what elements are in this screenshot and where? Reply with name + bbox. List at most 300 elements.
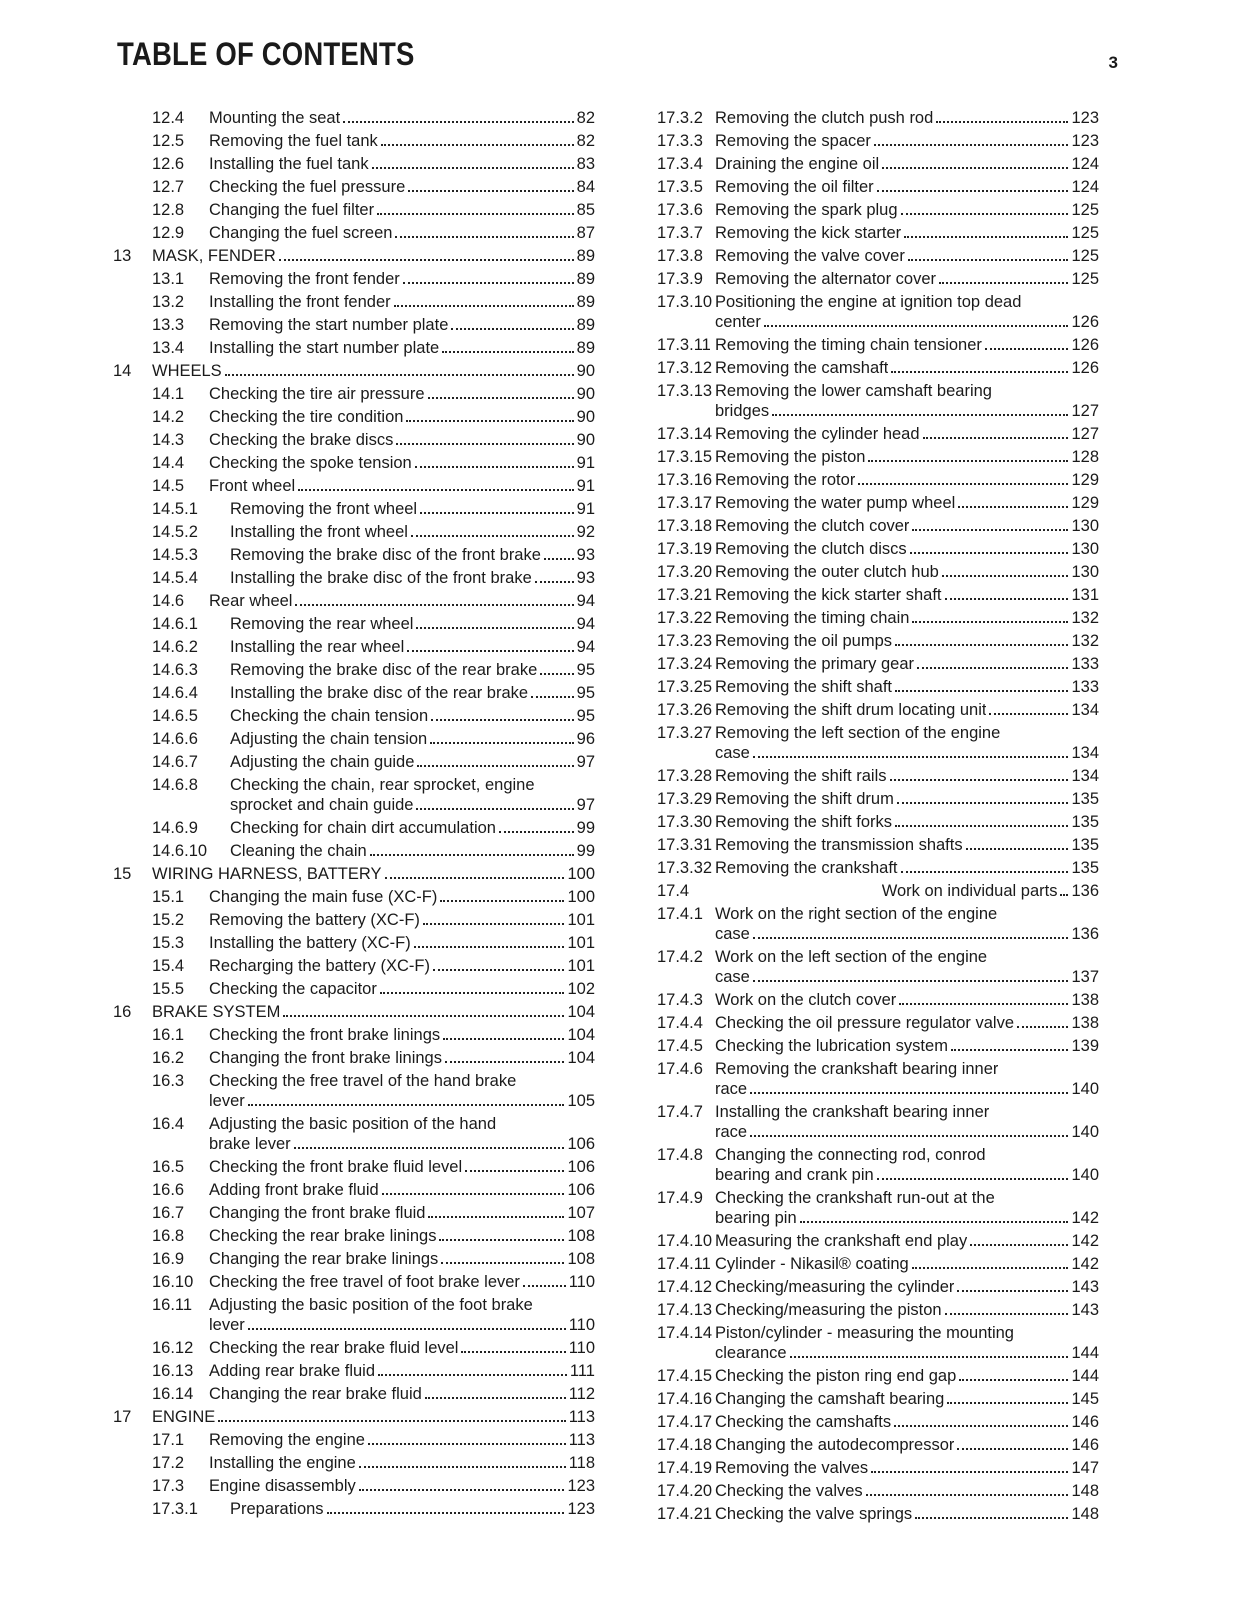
- page-ref: 95: [576, 661, 595, 679]
- toc-entry[interactable]: [113, 361, 595, 384]
- toc-entry[interactable]: [113, 683, 595, 706]
- dot-leader: [465, 1170, 564, 1172]
- toc-entry[interactable]: [657, 1102, 1099, 1145]
- toc-entry[interactable]: [657, 608, 1099, 631]
- dot-leader: [989, 713, 1068, 715]
- entry-title: Removing the kick starter: [715, 224, 902, 242]
- entry-text-block: [715, 493, 1099, 513]
- entry-title: Checking the lubrication system: [715, 1037, 948, 1055]
- toc-entry[interactable]: [113, 1071, 595, 1114]
- page-ref: 106: [567, 1135, 595, 1153]
- entry-text-block: [715, 812, 1099, 832]
- toc-entry[interactable]: [113, 522, 595, 545]
- dot-leader: [415, 466, 574, 468]
- page-ref: 142: [1071, 1209, 1099, 1227]
- toc-entry[interactable]: [113, 706, 595, 729]
- toc-entry[interactable]: [113, 1295, 595, 1338]
- page-ref: 112: [568, 1385, 595, 1403]
- toc-entry[interactable]: [657, 812, 1099, 835]
- toc-entry[interactable]: [113, 1203, 595, 1226]
- section-number: 17.4.6: [657, 1060, 703, 1078]
- entry-title-line: [715, 904, 1099, 924]
- toc-entry[interactable]: [113, 1272, 595, 1295]
- section-number: 16.13: [152, 1362, 194, 1380]
- toc-entry[interactable]: [113, 338, 595, 361]
- page-ref: 130: [1071, 563, 1099, 581]
- toc-entry[interactable]: [657, 585, 1099, 608]
- toc-entry[interactable]: [113, 591, 595, 614]
- dot-leader: [425, 1397, 566, 1399]
- toc-entry[interactable]: [113, 887, 595, 910]
- entry-title: Installing the front wheel: [230, 523, 408, 541]
- dot-leader: [750, 1135, 1068, 1137]
- toc-entry[interactable]: [113, 453, 595, 476]
- toc-entry[interactable]: [113, 637, 595, 660]
- toc-entry[interactable]: [113, 1499, 595, 1522]
- toc-entry[interactable]: [113, 177, 595, 200]
- toc-entry[interactable]: [113, 864, 595, 887]
- page-ref: 102: [567, 980, 595, 998]
- toc-entry[interactable]: [657, 562, 1099, 585]
- entry-title: Changing the rear brake fluid: [209, 1385, 422, 1403]
- toc-entry[interactable]: [113, 292, 595, 315]
- entry-text-block: [152, 864, 595, 884]
- page-ref: 126: [1071, 336, 1099, 354]
- toc-entry[interactable]: [657, 447, 1099, 470]
- dot-leader: [439, 1239, 564, 1241]
- section-number: 12.6: [152, 155, 185, 173]
- page-ref: 104: [567, 1003, 595, 1021]
- toc-entry[interactable]: [657, 1277, 1099, 1300]
- entry-title-line: [715, 1300, 1099, 1320]
- toc-entry[interactable]: [657, 1389, 1099, 1412]
- dot-leader: [871, 1471, 1068, 1473]
- toc-entry[interactable]: [113, 568, 595, 591]
- toc-entry[interactable]: [113, 246, 595, 269]
- toc-entry[interactable]: [113, 499, 595, 522]
- entry-text-block: [715, 1013, 1099, 1033]
- section-number: 16.9: [152, 1250, 185, 1268]
- toc-entry[interactable]: [113, 1430, 595, 1453]
- toc-left-column: [113, 108, 595, 1522]
- toc-entry[interactable]: [657, 789, 1099, 812]
- toc-entry[interactable]: [657, 539, 1099, 562]
- toc-entry[interactable]: [113, 1114, 595, 1157]
- entry-title-line: [715, 723, 1099, 743]
- entry-title-line: [715, 424, 1099, 444]
- section-number: 17.3.15: [657, 448, 713, 466]
- entry-text-block: [209, 979, 595, 999]
- section-number: 17.3.23: [657, 632, 713, 650]
- entry-title-line: [230, 614, 595, 634]
- section-number: 16.10: [152, 1273, 194, 1291]
- entry-title-line: [230, 729, 595, 749]
- entry-title-line: [209, 1180, 595, 1200]
- entry-title-line: [209, 1114, 595, 1134]
- toc-entry[interactable]: [657, 835, 1099, 858]
- toc-entry[interactable]: [113, 269, 595, 292]
- section-number: 16.11: [152, 1296, 193, 1314]
- entry-text-block: [209, 933, 595, 953]
- section-number: 14.5.1: [152, 500, 198, 518]
- toc-entry[interactable]: [113, 200, 595, 223]
- entry-text-block: [209, 1114, 595, 1154]
- entry-text-block: [152, 246, 595, 266]
- entry-title: Removing the shift shaft: [715, 678, 893, 696]
- toc-entry[interactable]: [113, 108, 595, 131]
- entry-title: Checking the free travel of foot brake lever: [209, 1273, 520, 1291]
- toc-entry[interactable]: [113, 154, 595, 177]
- page-ref: 95: [576, 707, 595, 725]
- toc-entry[interactable]: [657, 246, 1099, 269]
- entry-title-line: [209, 1476, 595, 1496]
- toc-entry[interactable]: [657, 1231, 1099, 1254]
- toc-entry[interactable]: [657, 858, 1099, 881]
- entry-title-line: [715, 1188, 1099, 1208]
- entry-title-line: [209, 956, 595, 976]
- toc-entry[interactable]: [657, 424, 1099, 447]
- entry-title-line: [715, 358, 1099, 378]
- toc-entry[interactable]: [657, 470, 1099, 493]
- toc-entry[interactable]: [113, 933, 595, 956]
- toc-entry[interactable]: [657, 335, 1099, 358]
- entry-title: Work on the clutch cover: [715, 991, 897, 1009]
- entry-title: Front wheel: [209, 477, 296, 495]
- entry-title: WIRING HARNESS, BATTERY: [152, 865, 382, 883]
- entry-text-block: [230, 545, 595, 565]
- page-ref: 90: [576, 385, 595, 403]
- entry-title-line: [209, 979, 595, 999]
- toc-entry[interactable]: [113, 729, 595, 752]
- toc-entry[interactable]: [657, 200, 1099, 223]
- toc-entry[interactable]: [657, 177, 1099, 200]
- toc-entry[interactable]: [657, 631, 1099, 654]
- page-ref: 137: [1071, 968, 1099, 986]
- dot-leader: [420, 512, 574, 514]
- toc-entry[interactable]: [113, 1384, 595, 1407]
- toc-entry[interactable]: [657, 947, 1099, 990]
- page-ref: 140: [1071, 1166, 1099, 1184]
- dot-leader: [945, 1313, 1069, 1315]
- page-ref: 82: [576, 132, 595, 150]
- page-ref: 136: [1071, 925, 1099, 943]
- entry-text-block: [209, 1295, 595, 1335]
- toc-entry[interactable]: [657, 1481, 1099, 1504]
- dot-leader: [461, 1351, 565, 1353]
- page-ref: 134: [1071, 767, 1099, 785]
- toc-entry[interactable]: [657, 700, 1099, 723]
- toc-entry[interactable]: [113, 956, 595, 979]
- page-ref: 135: [1071, 859, 1099, 877]
- toc-entry[interactable]: [657, 723, 1099, 766]
- page-ref: 124: [1071, 155, 1099, 173]
- entry-title-line: [209, 1249, 595, 1269]
- toc-entry[interactable]: [657, 1412, 1099, 1435]
- toc-entry[interactable]: [657, 108, 1099, 131]
- page-ref: 94: [576, 592, 595, 610]
- section-number: 17.4.21: [657, 1505, 713, 1523]
- dot-leader: [343, 121, 573, 123]
- toc-entry[interactable]: [113, 841, 595, 864]
- dot-leader: [294, 1147, 565, 1149]
- page-ref: 90: [576, 362, 595, 380]
- entry-title-line: [715, 812, 1099, 832]
- entry-title-continued: race: [715, 1123, 748, 1141]
- entry-title-line: [230, 752, 595, 772]
- entry-title: Changing the rear brake linings: [209, 1250, 439, 1268]
- section-number: 17.3.12: [657, 359, 713, 377]
- entry-title: Removing the kick starter shaft: [715, 586, 942, 604]
- entry-title-line: [715, 1079, 1099, 1099]
- toc-entry[interactable]: [113, 223, 595, 246]
- entry-text-block: [715, 246, 1099, 266]
- toc-entry[interactable]: [113, 315, 595, 338]
- toc-entry[interactable]: [657, 381, 1099, 424]
- toc-entry[interactable]: [657, 1188, 1099, 1231]
- entry-text-block: [715, 990, 1099, 1010]
- dot-leader: [443, 1038, 564, 1040]
- section-number: 17.3.19: [657, 540, 713, 558]
- toc-entry[interactable]: [113, 818, 595, 841]
- entry-title-line: [152, 1407, 595, 1427]
- dot-leader: [441, 1262, 564, 1264]
- toc-entry[interactable]: [113, 545, 595, 568]
- entry-text-block: [209, 223, 595, 243]
- entry-title: Checking the spoke tension: [209, 454, 412, 472]
- section-number: 17.3.8: [657, 247, 703, 265]
- toc-entry[interactable]: [657, 516, 1099, 539]
- entry-title: Adding front brake fluid: [209, 1181, 379, 1199]
- section-number: 17.3.22: [657, 609, 713, 627]
- entry-text-block: [715, 223, 1099, 243]
- section-number: 16.14: [152, 1385, 194, 1403]
- entry-text-block: [715, 131, 1099, 151]
- page-ref: 135: [1071, 813, 1099, 831]
- entry-text-block: [209, 1071, 595, 1111]
- entry-title: Draining the engine oil: [715, 155, 880, 173]
- entry-title-line: [715, 1323, 1099, 1343]
- toc-entry[interactable]: [113, 430, 595, 453]
- section-number: 17.4.17: [657, 1413, 713, 1431]
- toc-entry[interactable]: [113, 1453, 595, 1476]
- page-ref: 123: [1071, 109, 1099, 127]
- entry-text-block: [209, 1226, 595, 1246]
- entry-title: Installing the brake disc of the rear brake: [230, 684, 529, 702]
- entry-title: Changing the front brake fluid: [209, 1204, 426, 1222]
- section-number: 17.4.11: [657, 1255, 711, 1273]
- entry-title: Checking/measuring the piston: [715, 1301, 942, 1319]
- entry-title-line: [209, 1134, 595, 1154]
- section-number: 17.4.16: [657, 1390, 713, 1408]
- toc-entry[interactable]: [113, 614, 595, 637]
- toc-entry[interactable]: [657, 677, 1099, 700]
- toc-entry[interactable]: [113, 752, 595, 775]
- toc-entry[interactable]: [113, 1025, 595, 1048]
- page-ref: 110: [568, 1273, 595, 1291]
- entry-text-block: [715, 292, 1099, 332]
- dot-leader: [970, 1244, 1068, 1246]
- section-number: 17.3.14: [657, 425, 713, 443]
- entry-title: Removing the water pump wheel: [715, 494, 956, 512]
- section-number: 17.4.19: [657, 1459, 713, 1477]
- toc-entry[interactable]: [113, 1407, 595, 1430]
- page-ref: 132: [1071, 632, 1099, 650]
- dot-leader: [901, 213, 1069, 215]
- toc-entry[interactable]: [657, 1013, 1099, 1036]
- entry-title-line: [152, 246, 595, 266]
- section-number: 17.3: [152, 1477, 185, 1495]
- entry-text-block: [209, 1048, 595, 1068]
- toc-entry[interactable]: [657, 292, 1099, 335]
- entry-title-line: [715, 1145, 1099, 1165]
- toc-entry[interactable]: [657, 154, 1099, 177]
- toc-entry[interactable]: [657, 1059, 1099, 1102]
- entry-title-line: [715, 585, 1099, 605]
- entry-text-block: [715, 1389, 1099, 1409]
- entry-title: Removing the valve cover: [715, 247, 905, 265]
- page-ref: 85: [576, 201, 595, 219]
- page-ref: 148: [1071, 1505, 1099, 1523]
- entry-title-line: [209, 1315, 595, 1335]
- entry-title: Checking the tire air pressure: [209, 385, 425, 403]
- toc-entry[interactable]: [113, 1338, 595, 1361]
- dot-leader: [936, 121, 1068, 123]
- dot-leader: [298, 489, 573, 491]
- toc-entry[interactable]: [113, 1361, 595, 1384]
- toc-entry[interactable]: [657, 1145, 1099, 1188]
- page-ref: 143: [1071, 1301, 1099, 1319]
- dot-leader: [408, 190, 573, 192]
- toc-entry[interactable]: [657, 654, 1099, 677]
- page-ref: 138: [1071, 1014, 1099, 1032]
- toc-entry[interactable]: [657, 904, 1099, 947]
- toc-entry[interactable]: [113, 1048, 595, 1071]
- toc-entry[interactable]: [657, 1458, 1099, 1481]
- entry-title: Installing the battery (XC-F): [209, 934, 411, 952]
- entry-title-line: [209, 1048, 595, 1068]
- entry-title: Cleaning the chain: [230, 842, 367, 860]
- toc-entry[interactable]: [657, 358, 1099, 381]
- section-number: 17.3.17: [657, 494, 713, 512]
- dot-leader: [417, 765, 573, 767]
- entry-title: Removing the oil filter: [715, 178, 874, 196]
- entry-title-continued: bearing pin: [715, 1209, 797, 1227]
- toc-entry[interactable]: [113, 910, 595, 933]
- page-ref: 148: [1071, 1482, 1099, 1500]
- toc-entry[interactable]: [657, 990, 1099, 1013]
- entry-title-line: [715, 608, 1099, 628]
- entry-title-line: [715, 447, 1099, 467]
- toc-entry[interactable]: [113, 407, 595, 430]
- page-ref: 142: [1071, 1232, 1099, 1250]
- entry-title: Adjusting the chain guide: [230, 753, 415, 771]
- entry-title-line: [230, 568, 595, 588]
- entry-title-line: [230, 706, 595, 726]
- page-ref: 111: [569, 1362, 595, 1380]
- toc-entry[interactable]: [657, 1300, 1099, 1323]
- toc-entry[interactable]: [657, 1254, 1099, 1277]
- entry-title: Checking the valve springs: [715, 1505, 913, 1523]
- section-number: 12.7: [152, 178, 185, 196]
- entry-text-block: [209, 384, 595, 404]
- entry-title: Work on individual parts: [881, 882, 1058, 900]
- toc-entry[interactable]: [113, 1476, 595, 1499]
- dot-leader: [442, 351, 573, 353]
- section-number: 17.3.10: [657, 293, 713, 311]
- entry-text-block: [715, 1102, 1099, 1142]
- entry-text-block: [230, 841, 595, 861]
- toc-entry[interactable]: [113, 1157, 595, 1180]
- toc-entry[interactable]: [657, 223, 1099, 246]
- toc-entry[interactable]: [657, 881, 1099, 904]
- toc-entry[interactable]: [657, 1435, 1099, 1458]
- toc-entry[interactable]: [113, 775, 595, 818]
- dot-leader: [750, 1092, 1068, 1094]
- toc-entry[interactable]: [113, 979, 595, 1002]
- entry-title-line: [209, 1091, 595, 1111]
- page-ref: 146: [1071, 1413, 1099, 1431]
- toc-entry[interactable]: [113, 131, 595, 154]
- entry-text-block: [715, 154, 1099, 174]
- section-number: 16.1: [152, 1026, 185, 1044]
- page-ref: 135: [1071, 790, 1099, 808]
- toc-entry[interactable]: [657, 766, 1099, 789]
- toc-entry[interactable]: [657, 1366, 1099, 1389]
- entry-title-line: [715, 947, 1099, 967]
- section-number: 16.8: [152, 1227, 185, 1245]
- page-ref: 140: [1071, 1080, 1099, 1098]
- entry-title: Preparations: [230, 1500, 324, 1518]
- toc-entry[interactable]: [657, 131, 1099, 154]
- entry-title: Removing the timing chain tensioner: [715, 336, 982, 354]
- toc-entry[interactable]: [113, 1226, 595, 1249]
- entry-text-block: [715, 108, 1099, 128]
- entry-text-block: [230, 706, 595, 726]
- entry-text-block: [715, 700, 1099, 720]
- toc-entry[interactable]: [113, 1180, 595, 1203]
- section-number: 12.4: [152, 109, 185, 127]
- entry-title: Installing the crankshaft bearing inner: [715, 1103, 990, 1121]
- page-ref: 99: [576, 819, 595, 837]
- dot-leader: [1060, 894, 1068, 896]
- entry-title: Checking the free travel of the hand brake: [209, 1072, 517, 1090]
- toc-entry[interactable]: [657, 493, 1099, 516]
- entry-title-line: [715, 1458, 1099, 1478]
- toc-entry[interactable]: [657, 1323, 1099, 1366]
- page-ref: 87: [576, 224, 595, 242]
- section-number: 17.3.28: [657, 767, 713, 785]
- toc-entry[interactable]: [113, 660, 595, 683]
- section-number: 14.6: [152, 592, 185, 610]
- entry-title-line: [209, 338, 595, 358]
- toc-entry[interactable]: [113, 476, 595, 499]
- toc-entry[interactable]: [657, 1504, 1099, 1527]
- entry-title: Mounting the seat: [209, 109, 341, 127]
- toc-entry[interactable]: [657, 269, 1099, 292]
- toc-entry[interactable]: [113, 1002, 595, 1025]
- toc-entry[interactable]: [113, 384, 595, 407]
- entry-text-block: [715, 177, 1099, 197]
- page-ref: 123: [1071, 132, 1099, 150]
- entry-title: Recharging the battery (XC-F): [209, 957, 431, 975]
- section-number: 15: [113, 865, 132, 883]
- entry-title: Installing the engine: [209, 1454, 356, 1472]
- entry-title-line: [230, 841, 595, 861]
- toc-entry[interactable]: [113, 1249, 595, 1272]
- section-number: 17.3.3: [657, 132, 703, 150]
- dot-leader: [372, 167, 574, 169]
- toc-entry[interactable]: [657, 1036, 1099, 1059]
